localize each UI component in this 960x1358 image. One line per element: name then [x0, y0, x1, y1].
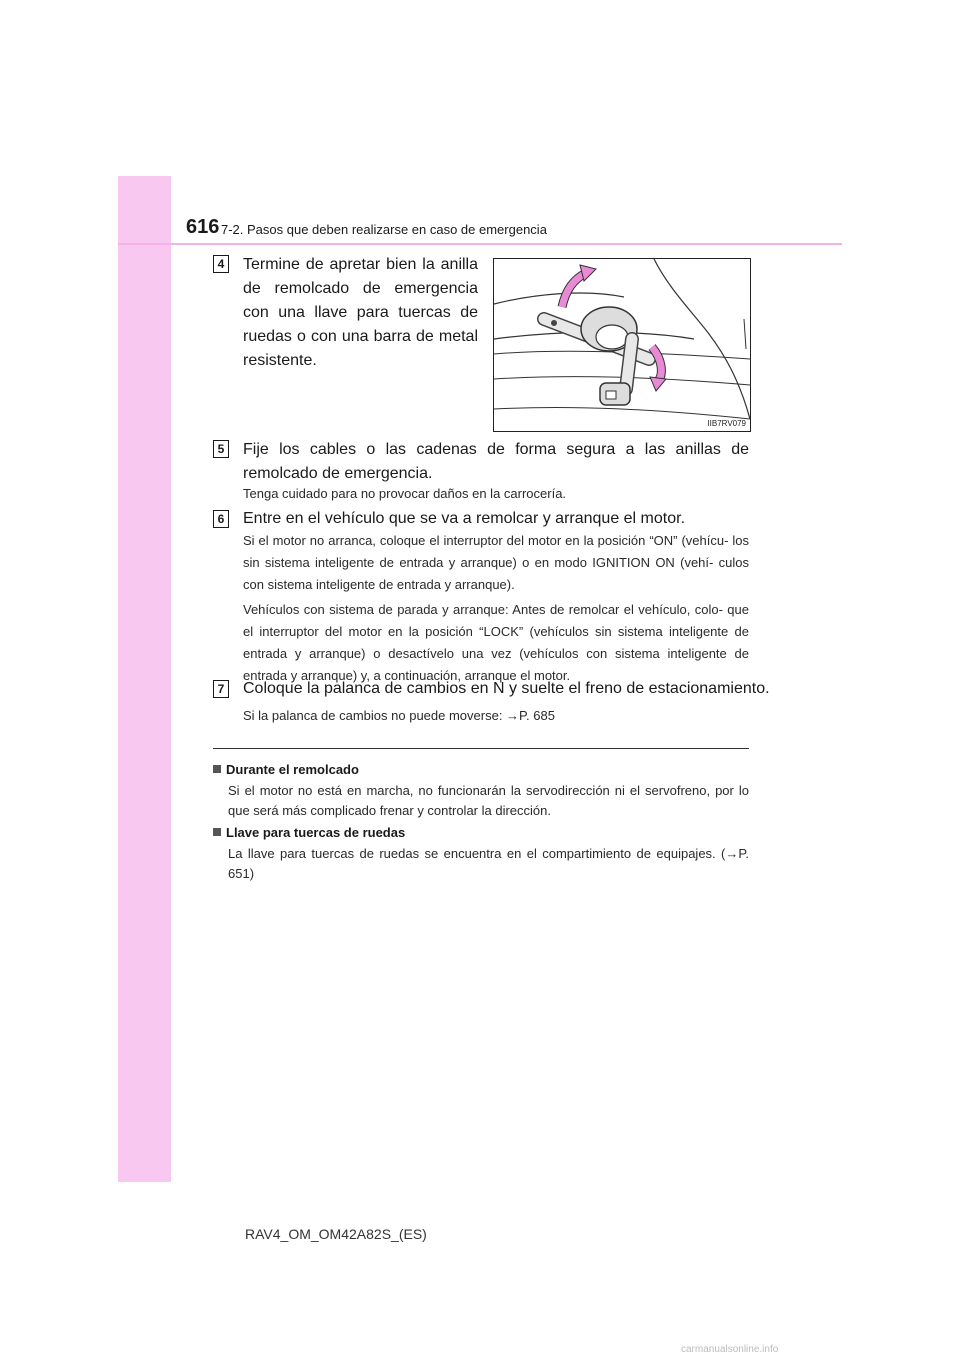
section-title: 7-2. Pasos que deben realizarse en caso de emergencia: [221, 222, 547, 237]
step-4-text: Termine de apretar bien la anilla de remolcado de emergencia con una llave para tuercas de ruedas o con una barra de metal resistente.: [243, 256, 478, 369]
step-number-5: 5: [213, 440, 229, 458]
wrench-drawing: [494, 259, 750, 431]
info-heading-wrench: [213, 825, 405, 840]
step-5-note: Tenga cuidado para no provocar daños en la carrocería.: [243, 486, 567, 501]
info-heading-wrench-text: Llave para tuercas de ruedas: [226, 825, 406, 840]
watermark: carmanualsonline.info: [681, 1344, 779, 1355]
info-heading-towing: [213, 762, 359, 777]
step-6-note-2: Vehículos con sistema de parada y arranque: Antes de remolcar el vehículo, colo- que el interruptor del motor en la posición “LOCK” (vehículos sin sistema inteligente de entrada y arranque) o desactívelo una vez (vehículos con sistema inteligente de entrada y arranque) y, a continuación, arranque el motor.: [243, 602, 749, 683]
page-number: 616: [186, 216, 220, 238]
footer-code: RAV4_OM_OM42A82S_(ES): [245, 1226, 427, 1242]
step-6-text: Entre en el vehículo que se va a remolcar y arranque el motor.: [243, 510, 686, 527]
step-number-7: 7: [213, 680, 229, 698]
figure-code: IIB7RV079: [707, 419, 746, 428]
step-5-text: Fije los cables o las cadenas de forma segura a las anillas de remolcado de emergencia.: [243, 441, 749, 482]
sidebar-tab: [118, 176, 171, 1182]
section-divider: [213, 748, 749, 749]
header-rule: [118, 243, 842, 245]
info-text-towing: Si el motor no está en marcha, no funcionarán la servodirección ni el servofreno, por lo que será más complicado frenar y controlar la dirección.: [228, 783, 749, 818]
step-7-text: Coloque la palanca de cambios en N y suelte el freno de estacionamiento.: [243, 680, 770, 697]
info-heading-towing-text: Durante el remolcado: [226, 762, 359, 777]
step-number-4: 4: [213, 255, 229, 273]
square-bullet-icon: [213, 765, 221, 773]
step-number-6: 6: [213, 510, 229, 528]
step-6-note-1: Si el motor no arranca, coloque el interruptor del motor en la posición “ON” (vehícu- los sin sistema inteligente de entrada y arranque) o en modo IGNITION ON (vehí- culos con sistema inteligente de entrada y arranque).: [243, 533, 749, 592]
step-7-note: Si la palanca de cambios no puede moverse: →P. 685: [243, 708, 555, 723]
wrench-illustration: [493, 258, 751, 432]
square-bullet-icon: [213, 828, 221, 836]
info-text-wrench: La llave para tuercas de ruedas se encuentra en el compartimiento de equipajes. (→P. 651): [228, 846, 749, 881]
